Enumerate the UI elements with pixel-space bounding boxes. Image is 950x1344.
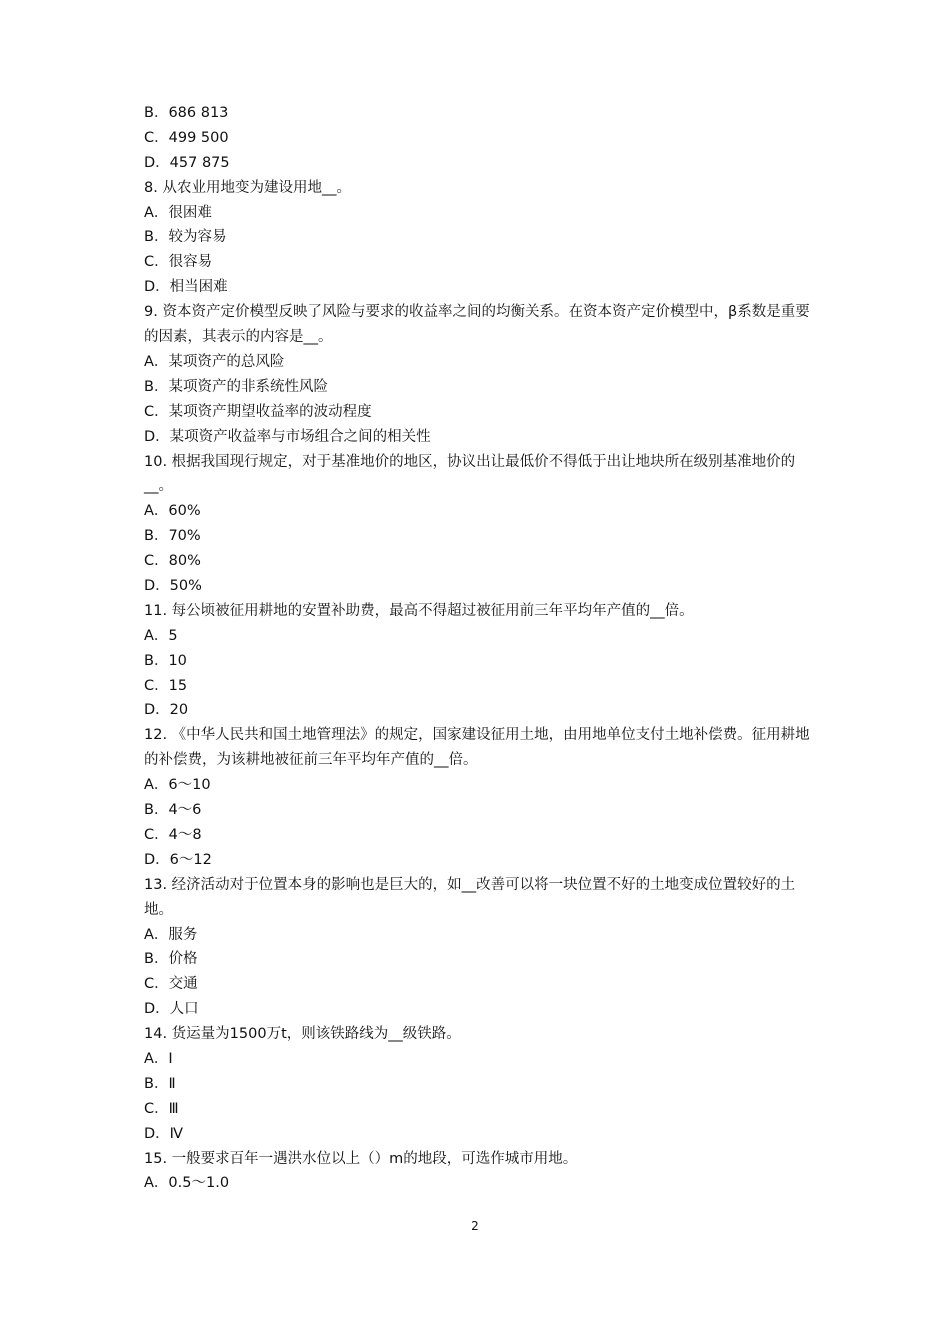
option: C．80% — [144, 553, 201, 570]
option: D．某项资产收益率与市场组合之间的相关性 — [144, 428, 431, 445]
option: A．某项资产的总风险 — [144, 353, 285, 370]
option: D．457 875 — [144, 154, 230, 171]
option: C．很容易 — [144, 254, 213, 271]
option: C．某项资产期望收益率的波动程度 — [144, 403, 372, 420]
option: D．相当困难 — [144, 279, 228, 296]
option: D．Ⅳ — [144, 1125, 184, 1142]
question-10 — [144, 450, 824, 599]
question-12 — [144, 723, 824, 872]
option: C．交通 — [144, 976, 198, 993]
option: D．人口 — [144, 1001, 199, 1018]
question-8 — [144, 176, 824, 300]
question-14 — [144, 1022, 824, 1146]
option: B．70% — [144, 528, 201, 545]
option: B．较为容易 — [144, 229, 227, 246]
option: B．10 — [144, 652, 187, 669]
question-13 — [144, 873, 824, 1022]
question-9 — [144, 300, 824, 449]
question-list — [144, 101, 824, 1196]
question-text: 15. 一般要求百年一遇洪水位以上（）m的地段，可选作城市用地。 — [144, 1150, 578, 1167]
question-text: 10. 根据我国现行规定，对于基准地价的地区，协议出让最低价不得低于出让地块所在级别基准地价的__。 — [144, 453, 796, 495]
option: B．686 813 — [144, 105, 229, 121]
option: C．15 — [144, 677, 188, 694]
option: C．4～8 — [144, 826, 202, 843]
option: A．60% — [144, 503, 201, 520]
page-number: 2 — [471, 1219, 479, 1233]
option: C．Ⅲ — [144, 1100, 179, 1117]
question-15 — [144, 1147, 824, 1197]
question-text: 14. 货运量为1500万t，则该铁路线为__级铁路。 — [144, 1026, 461, 1043]
option: D．50% — [144, 578, 202, 594]
option: D．20 — [144, 702, 189, 719]
option: A．5 — [144, 627, 178, 644]
question-text: 9. 资本资产定价模型反映了风险与要求的收益率之间的均衡关系。在资本资产定价模型中，β系数是重要的因素，其表示的内容是__。 — [144, 304, 810, 346]
option: A．0.5～1.0 — [144, 1175, 230, 1192]
question-11 — [144, 599, 824, 723]
option: B．价格 — [144, 951, 198, 968]
question-text: 11. 每公顷被征用耕地的安置补助费，最高不得超过被征用前三年平均年产值的__倍。 — [144, 602, 694, 619]
question-text: 8. 从农业用地变为建设用地__。 — [144, 179, 351, 196]
option: B．某项资产的非系统性风险 — [144, 378, 328, 395]
option: C．499 500 — [144, 129, 229, 146]
option: A．很困难 — [144, 204, 212, 221]
question-text: 12. 《中华人民共和国土地管理法》的规定，国家建设征用土地，由用地单位支付土地补偿费。征用耕地的补偿费，为该耕地被征前三年平均年产值的__倍。 — [144, 727, 810, 769]
option: A．服务 — [144, 926, 198, 943]
option: B．Ⅱ — [144, 1075, 176, 1092]
option: A．Ⅰ — [144, 1051, 173, 1068]
option: B．4～6 — [144, 802, 202, 819]
option: D．6～12 — [144, 851, 212, 868]
option: A．6～10 — [144, 777, 211, 794]
question-text: 13. 经济活动对于位置本身的影响也是巨大的，如__改善可以将一块位置不好的土地变成位置较好的土地。 — [144, 876, 796, 918]
